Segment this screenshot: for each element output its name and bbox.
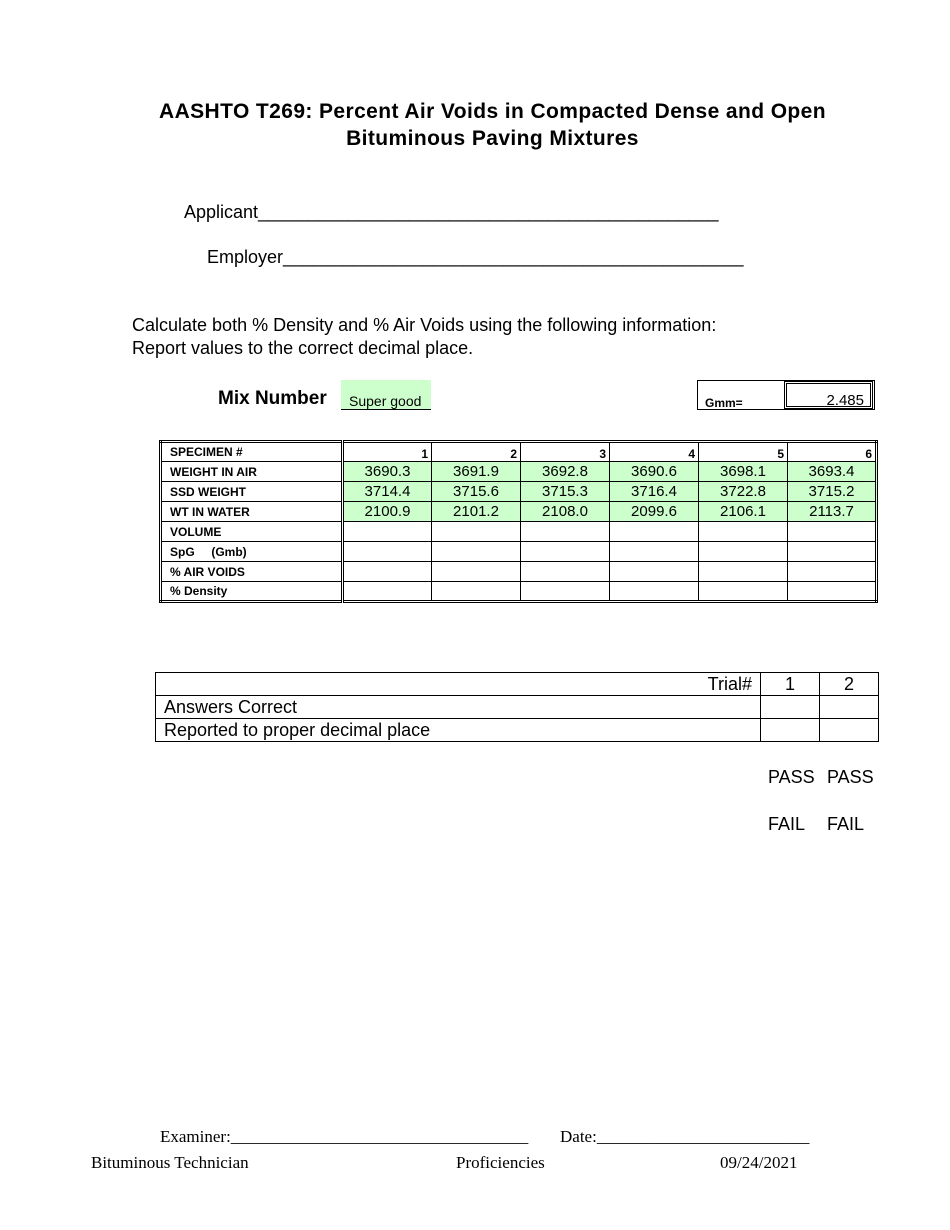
- trial-header-row: [156, 673, 879, 696]
- row-label: VOLUME: [161, 522, 343, 542]
- trial-number: 2: [820, 673, 879, 696]
- volume-input-cell[interactable]: [521, 522, 610, 542]
- volume-input-cell[interactable]: [432, 522, 521, 542]
- weight-in-air-cell: 3692.8: [521, 462, 610, 482]
- title-line-2: Bituminous Paving Mixtures: [346, 127, 639, 150]
- criteria-label: Answers Correct: [156, 696, 761, 719]
- trial-2-decimal-cell[interactable]: [820, 719, 879, 742]
- trial-1-decimal-cell[interactable]: [761, 719, 820, 742]
- density-input-cell[interactable]: [521, 582, 610, 602]
- row-label: % Density: [161, 582, 343, 602]
- row-label: % AIR VOIDS: [161, 562, 343, 582]
- air-voids-input-cell[interactable]: [432, 562, 521, 582]
- footer-date: 09/24/2021: [720, 1153, 798, 1172]
- ssd-weight-cell: 3715.6: [432, 482, 521, 502]
- employer-field[interactable]: Employer______________________________________________: [207, 247, 744, 267]
- volume-input-cell[interactable]: [788, 522, 877, 542]
- trial-2-pass[interactable]: PASS: [827, 767, 874, 787]
- date-field[interactable]: Date:_________________________: [560, 1127, 810, 1146]
- ssd-weight-row: [161, 482, 877, 502]
- spg-input-cell[interactable]: [610, 542, 699, 562]
- criteria-label: Reported to proper decimal place: [156, 719, 761, 742]
- mix-number-label: Mix Number: [218, 388, 327, 409]
- volume-input-cell[interactable]: [699, 522, 788, 542]
- ssd-weight-cell: 3715.3: [521, 482, 610, 502]
- applicant-field[interactable]: Applicant______________________________________________: [184, 202, 719, 222]
- wt-in-water-cell: 2106.1: [699, 502, 788, 522]
- page-title: [0, 98, 950, 152]
- wt-in-water-cell: 2108.0: [521, 502, 610, 522]
- spg-input-cell[interactable]: [521, 542, 610, 562]
- wt-in-water-cell: 2113.7: [788, 502, 877, 522]
- gmm-value: 2.485: [784, 381, 873, 409]
- ssd-weight-cell: 3716.4: [610, 482, 699, 502]
- row-label: SpG (Gmb): [161, 542, 343, 562]
- instructions-line-2: Report values to the correct decimal place.: [132, 338, 474, 358]
- specimen-number: 1: [343, 442, 432, 462]
- spg-input-cell[interactable]: [788, 542, 877, 562]
- air-voids-input-cell[interactable]: [699, 562, 788, 582]
- trial-1-answers-cell[interactable]: [761, 696, 820, 719]
- wt-in-water-cell: 2101.2: [432, 502, 521, 522]
- density-input-cell[interactable]: [432, 582, 521, 602]
- specimen-number: 2: [432, 442, 521, 462]
- specimen-number: 3: [521, 442, 610, 462]
- footer-left: Bituminous Technician: [91, 1153, 249, 1172]
- specimen-number: 4: [610, 442, 699, 462]
- weight-in-air-cell: 3691.9: [432, 462, 521, 482]
- ssd-weight-cell: 3715.2: [788, 482, 877, 502]
- answers-correct-row: [156, 696, 879, 719]
- ssd-weight-cell: 3722.8: [699, 482, 788, 502]
- air-voids-input-cell[interactable]: [343, 562, 432, 582]
- density-input-cell[interactable]: [343, 582, 432, 602]
- footer-center: Proficiencies: [456, 1153, 545, 1172]
- weight-in-air-cell: 3690.3: [343, 462, 432, 482]
- trial-2-answers-cell[interactable]: [820, 696, 879, 719]
- air-voids-row: [161, 562, 877, 582]
- instructions: [132, 314, 716, 360]
- density-row: [161, 582, 877, 602]
- specimen-table: [159, 440, 878, 603]
- density-input-cell[interactable]: [788, 582, 877, 602]
- volume-row: [161, 522, 877, 542]
- trial-number: 1: [761, 673, 820, 696]
- spg-input-cell[interactable]: [343, 542, 432, 562]
- trial-1-pass[interactable]: PASS: [768, 767, 815, 787]
- instructions-line-1: Calculate both % Density and % Air Voids using the following information:: [132, 315, 717, 335]
- title-line-1: AASHTO T269: Percent Air Voids in Compacted Dense and Open: [159, 100, 826, 123]
- volume-input-cell[interactable]: [343, 522, 432, 542]
- air-voids-input-cell[interactable]: [610, 562, 699, 582]
- ssd-weight-cell: 3714.4: [343, 482, 432, 502]
- specimen-header-label: SPECIMEN #: [161, 442, 343, 462]
- row-label: WEIGHT IN AIR: [161, 462, 343, 482]
- specimen-header-row: [161, 442, 877, 462]
- mix-number-value: Super good: [341, 380, 431, 410]
- row-label: WT IN WATER: [161, 502, 343, 522]
- air-voids-input-cell[interactable]: [788, 562, 877, 582]
- specimen-number: 6: [788, 442, 877, 462]
- wt-in-water-cell: 2100.9: [343, 502, 432, 522]
- spg-input-cell[interactable]: [432, 542, 521, 562]
- wt-in-water-cell: 2099.6: [610, 502, 699, 522]
- weight-in-air-cell: 3698.1: [699, 462, 788, 482]
- examiner-field[interactable]: Examiner:___________________________________: [160, 1127, 529, 1146]
- spg-input-cell[interactable]: [699, 542, 788, 562]
- row-label: SSD WEIGHT: [161, 482, 343, 502]
- density-input-cell[interactable]: [699, 582, 788, 602]
- density-input-cell[interactable]: [610, 582, 699, 602]
- decimal-place-row: [156, 719, 879, 742]
- gmm-label: Gmm=: [705, 396, 743, 410]
- air-voids-input-cell[interactable]: [521, 562, 610, 582]
- scoring-table: [155, 672, 879, 742]
- wt-in-water-row: [161, 502, 877, 522]
- weight-in-air-cell: 3693.4: [788, 462, 877, 482]
- specimen-number: 5: [699, 442, 788, 462]
- weight-in-air-row: [161, 462, 877, 482]
- trial-2-fail[interactable]: FAIL: [827, 814, 865, 834]
- weight-in-air-cell: 3690.6: [610, 462, 699, 482]
- volume-input-cell[interactable]: [610, 522, 699, 542]
- trial-label: Trial#: [156, 673, 761, 696]
- spg-gmb-row: [161, 542, 877, 562]
- trial-1-fail[interactable]: FAIL: [768, 814, 806, 834]
